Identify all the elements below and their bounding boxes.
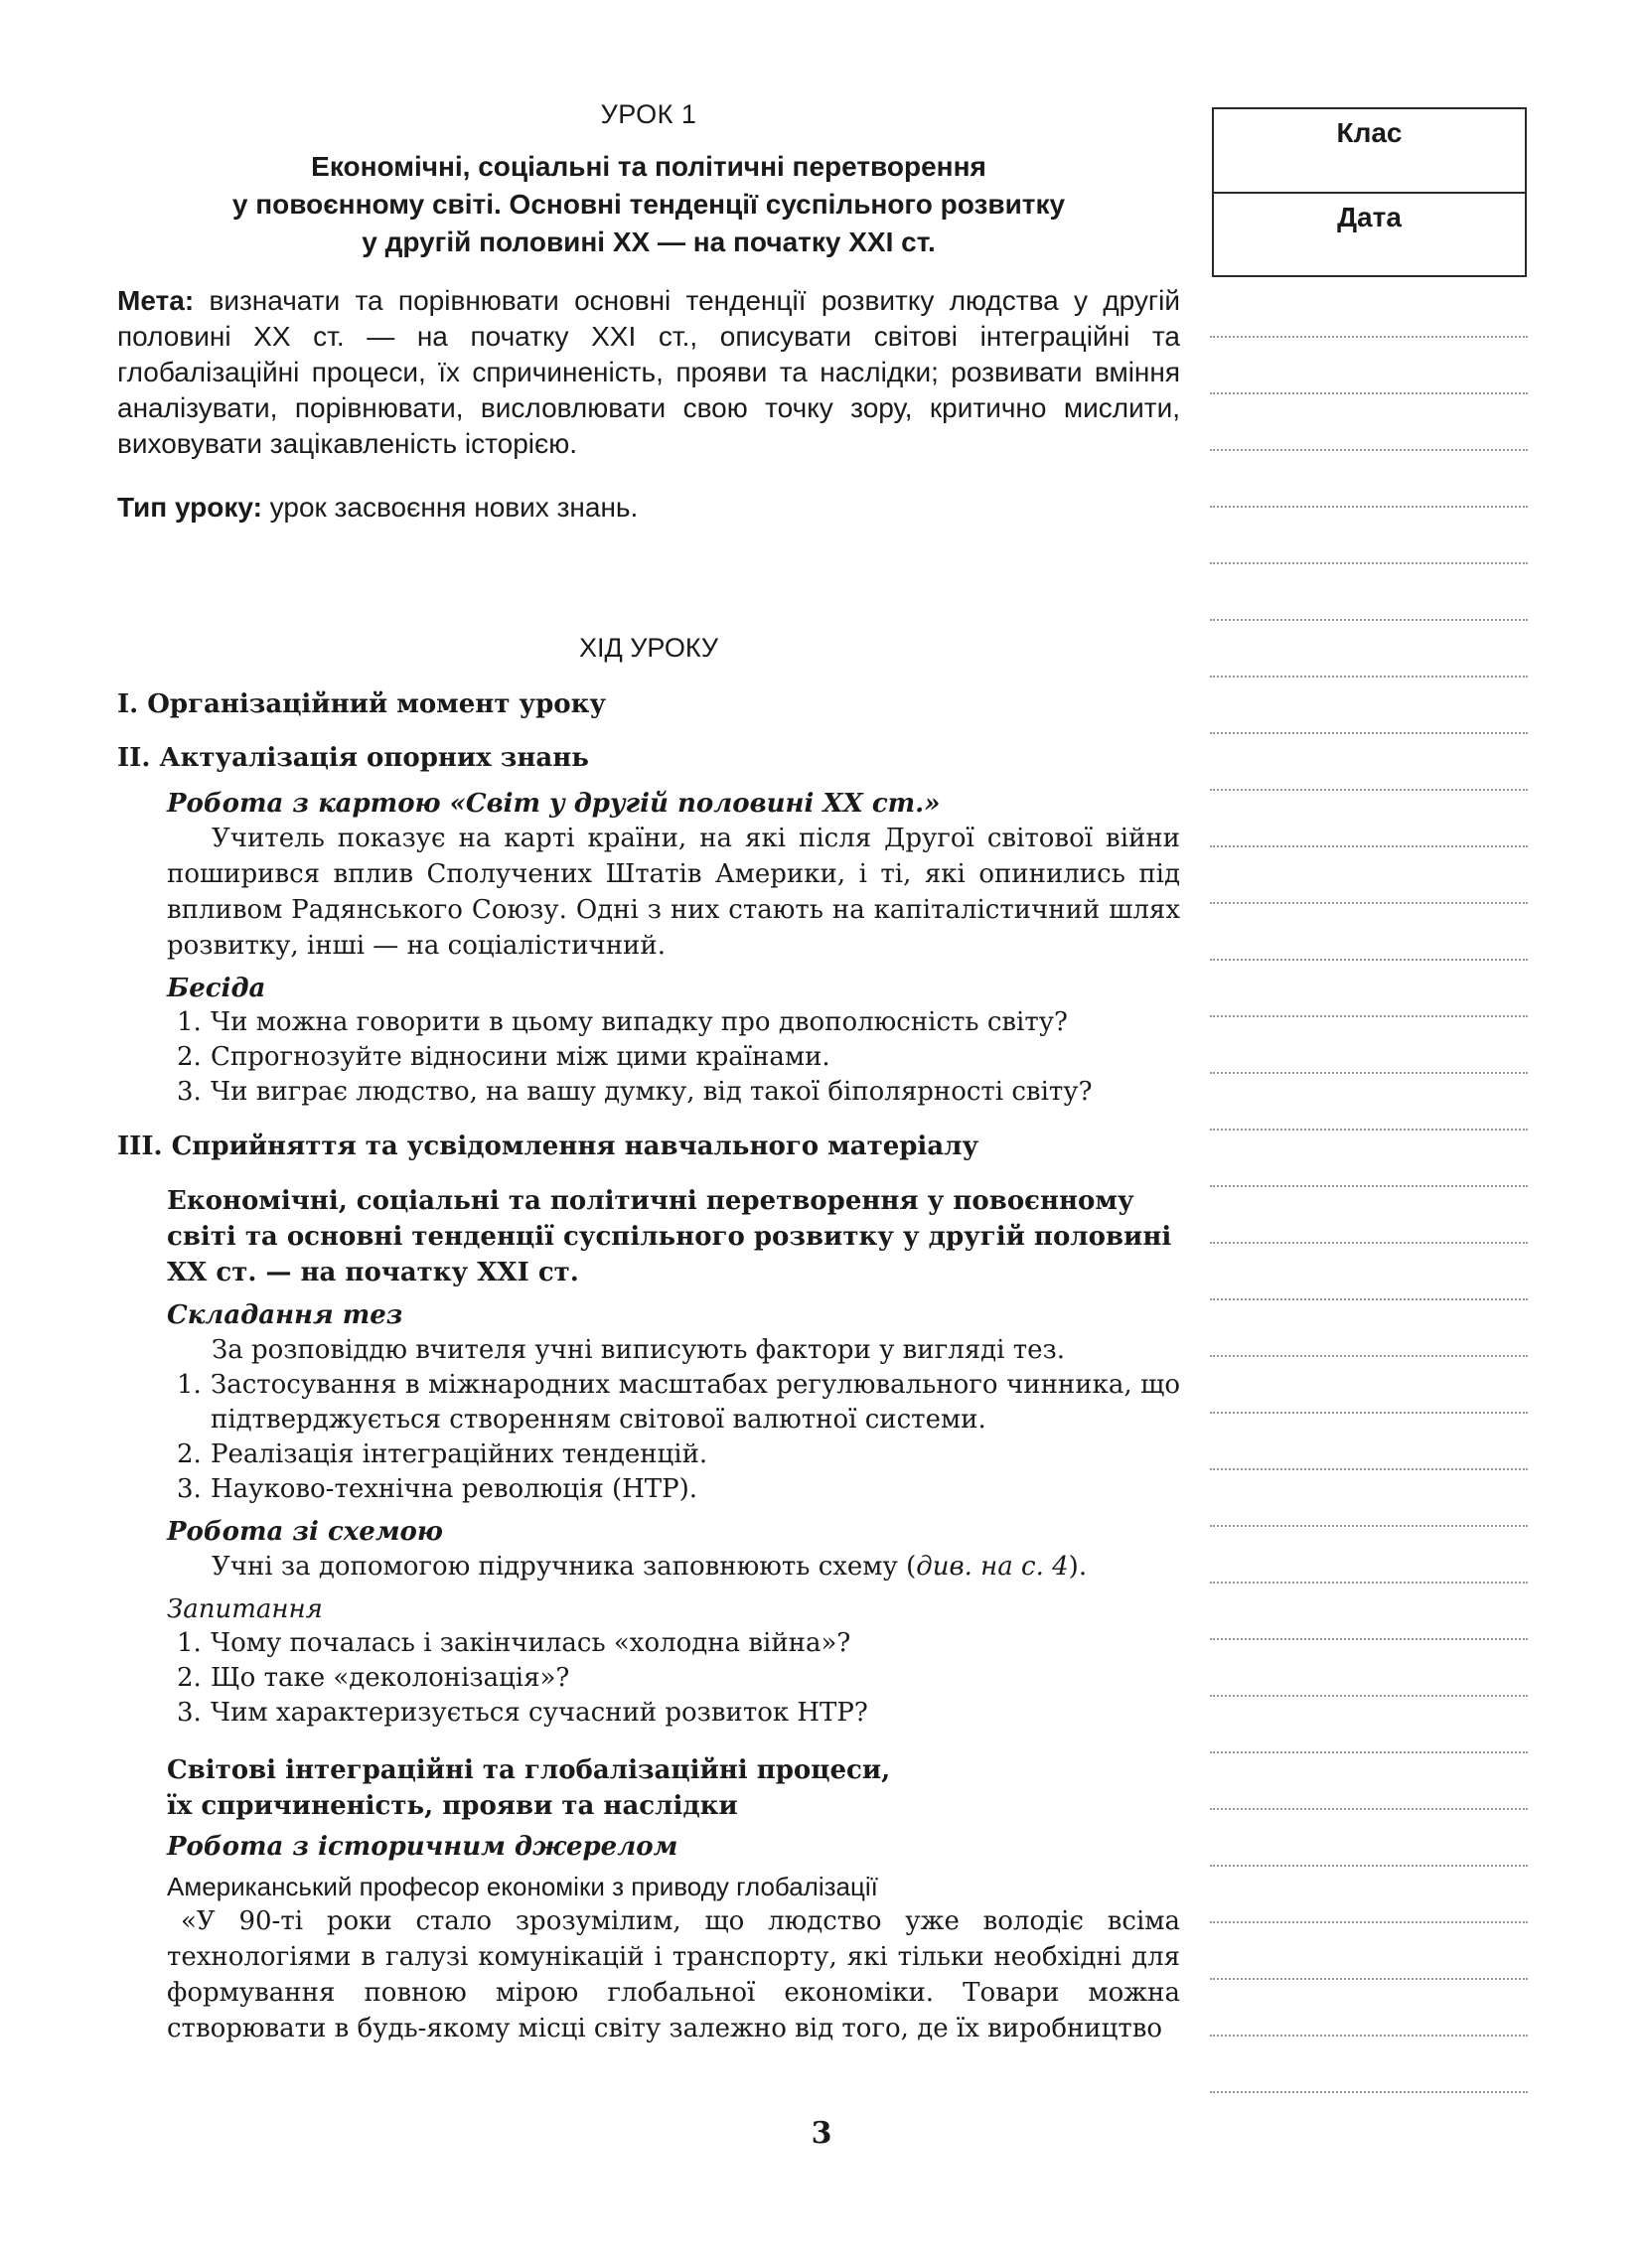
note-line bbox=[1210, 449, 1528, 451]
goal-text: визначати та порівнювати основні тенденції розвитку людства у другій половині XX ст. — на початку XXI ст., описувати світові інтеграційні та глобалізаційні процеси, їх спричиненість, прояви та наслідки; розвивати вміння аналізувати, порівнювати, висловлювати свою точку зору, критично мислити, виховувати зацікавленість історією. bbox=[117, 285, 1180, 459]
title-line: Економічні, соціальні та політичні перетворення bbox=[311, 151, 986, 182]
note-line bbox=[1210, 1865, 1528, 1867]
source-block bbox=[117, 1830, 1180, 1864]
map-activity-label: Робота з картою «Світ у другій половині XX ст.» bbox=[167, 789, 941, 819]
lesson-title bbox=[117, 148, 1180, 261]
date-label: Дата bbox=[1337, 202, 1402, 232]
note-line bbox=[1210, 902, 1528, 904]
lesson-type bbox=[117, 490, 1180, 526]
conversation-questions bbox=[117, 1005, 1180, 1110]
list-item: 2. Спрогнозуйте відносини між цими країнами. bbox=[177, 1042, 830, 1072]
map-activity-text: Учитель показує на карті країни, на які після Другої світової війни поширився вплив Сполучених Штатів Америки, і ті, які опинились під впливом Радянського Союзу. Одні з них стають на капіталістичний шлях розвитку, інші — на соціалістичний. bbox=[167, 824, 1180, 961]
subheading-line: XX ст. — на початку XXI ст. bbox=[167, 1258, 579, 1287]
note-line bbox=[1210, 1185, 1528, 1187]
scheme-text: Учні за допомогою підручника заповнюють схему (див. на с. 4). bbox=[212, 1552, 1088, 1582]
class-date-box bbox=[1212, 107, 1527, 277]
note-line bbox=[1210, 619, 1528, 621]
list-item: 2. Реалізація інтеграційних тенденцій. bbox=[177, 1439, 708, 1469]
note-line bbox=[1210, 1978, 1528, 1980]
theses-block bbox=[117, 1298, 1180, 1368]
questions-label: Запитання bbox=[167, 1594, 323, 1624]
note-line bbox=[1210, 845, 1528, 847]
section-3-subheading bbox=[167, 1183, 1180, 1290]
note-line bbox=[1210, 1921, 1528, 1923]
note-line bbox=[1210, 1808, 1528, 1810]
note-line bbox=[1210, 1751, 1528, 1753]
note-line bbox=[1210, 1015, 1528, 1017]
section-3-title: III. Сприйняття та усвідомлення навчального матеріалу bbox=[117, 1132, 979, 1161]
subheading-line: Економічні, соціальні та політичні перетворення у повоєнному bbox=[167, 1186, 1134, 1216]
subheading-line: Світові інтеграційні та глобалізаційні процеси, bbox=[167, 1755, 891, 1785]
subheading-line: світі та основні тенденції суспільного розвитку у другій половині bbox=[167, 1222, 1172, 1252]
title-line: у другій половині XX — на початку XXI ст. bbox=[362, 227, 936, 257]
conversation-label: Бесіда bbox=[167, 974, 266, 1003]
goal-label: Мета: bbox=[117, 285, 195, 316]
note-line bbox=[1210, 732, 1528, 734]
note-line bbox=[1210, 1525, 1528, 1527]
source-label: Робота з історичним джерелом bbox=[167, 1832, 678, 1862]
lesson-type-text: урок засвоєння нових знань. bbox=[261, 492, 639, 523]
list-item: 3. Науково-технічна революція (НТР). bbox=[177, 1474, 698, 1504]
lesson-goal bbox=[117, 283, 1180, 462]
note-line bbox=[1210, 1412, 1528, 1414]
note-line bbox=[1210, 1355, 1528, 1357]
title-line: у повоєнному світі. Основні тенденції суспільного розвитку bbox=[231, 189, 1066, 220]
note-line bbox=[1210, 506, 1528, 508]
note-line bbox=[1210, 2035, 1528, 2037]
note-line bbox=[1210, 1695, 1528, 1697]
lesson-number: УРОК 1 bbox=[600, 99, 697, 129]
list-item: 3. Чи виграє людство, на вашу думку, від такої біполярності світу? bbox=[177, 1077, 1093, 1107]
note-line bbox=[1210, 676, 1528, 678]
scheme-label: Робота зі схемою bbox=[167, 1517, 443, 1547]
scheme-block bbox=[117, 1515, 1180, 1626]
source-title: Американський професор економіки з приводу глобалізації bbox=[167, 1872, 878, 1901]
main-column bbox=[117, 99, 1180, 2046]
list-item: 1. Чому почалась і закінчилась «холодна війна»? bbox=[177, 1628, 851, 1658]
section-2-body bbox=[117, 787, 1180, 1005]
subheading-line: їх спричиненість, прояви та наслідки bbox=[167, 1791, 738, 1821]
section-2-title: II. Актуалізація опорних знань bbox=[117, 743, 589, 773]
list-item: 3. Чим характеризується сучасний розвиток НТР? bbox=[177, 1698, 868, 1728]
scheme-ref: див. на с. 4 bbox=[916, 1552, 1069, 1582]
note-line bbox=[1210, 1638, 1528, 1640]
globalization-subheading bbox=[167, 1752, 1180, 1824]
lesson-type-label: Тип уроку: bbox=[117, 492, 262, 523]
list-item: 1. Чи можна говорити в цьому випадку про двополюсність світу? bbox=[177, 1007, 1068, 1037]
theses-list bbox=[117, 1368, 1180, 1507]
theses-intro: За розповіддю вчителя учні виписують фактори у вигляді тез. bbox=[212, 1335, 1065, 1365]
note-line bbox=[1210, 1129, 1528, 1131]
questions-list bbox=[117, 1626, 1180, 1731]
page-number: 3 bbox=[811, 2116, 832, 2151]
note-line bbox=[1210, 392, 1528, 394]
note-line bbox=[1210, 2091, 1528, 2093]
class-label: Клас bbox=[1214, 109, 1525, 194]
note-line bbox=[1210, 959, 1528, 961]
note-line bbox=[1210, 1298, 1528, 1300]
note-line bbox=[1210, 1582, 1528, 1584]
list-item: 1. Застосування в міжнародних масштабах регулювального чинника, що підтверджується створенням світової валютної системи. bbox=[177, 1370, 1180, 1435]
note-line bbox=[1210, 562, 1528, 564]
note-line bbox=[1210, 1468, 1528, 1470]
note-line bbox=[1210, 1072, 1528, 1074]
list-item: 2. Що таке «деколонізація»? bbox=[177, 1663, 570, 1693]
note-line bbox=[1210, 789, 1528, 791]
theses-label: Складання тез bbox=[167, 1300, 403, 1330]
course-heading: ХІД УРОКУ bbox=[578, 633, 719, 663]
note-line bbox=[1210, 336, 1528, 338]
source-quote: «У 90-ті роки стало зрозумілим, що людство уже володіє всіма технологіями в галузі комунікацій і транспорту, які тільки необхідні для формування повною мірою глобальної економіки. Товари можна створювати в будь-якому місці світу залежно від того, де їх виробництво bbox=[167, 1906, 1180, 2043]
section-1-title: I. Організаційний момент уроку bbox=[117, 689, 607, 719]
note-line bbox=[1210, 1242, 1528, 1244]
